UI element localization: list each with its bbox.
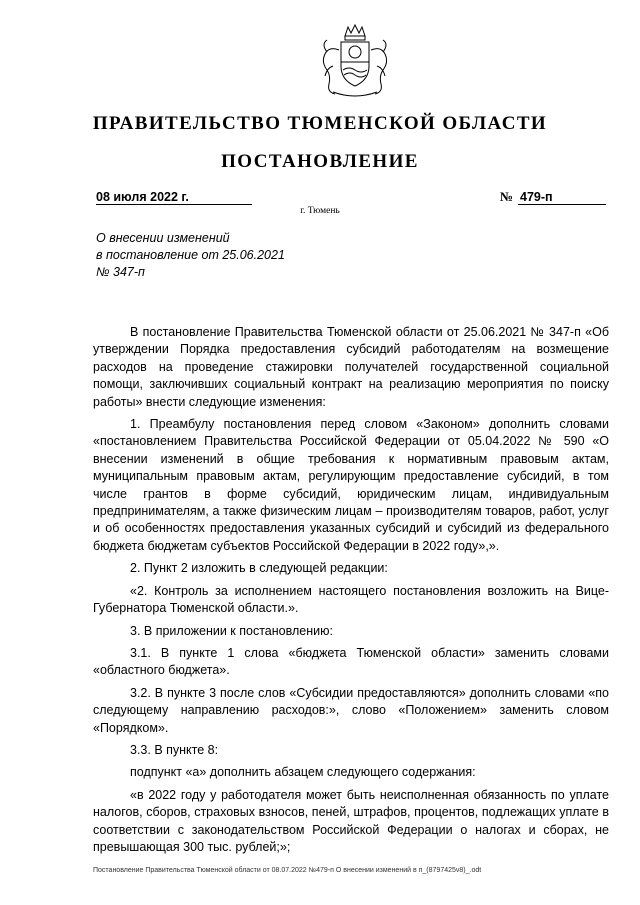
body-paragraph: 1. Преамбулу постановления перед словом «Законом» дополнить словами «постановлением Правительства Российской Федерации от 05.04.2022 № 590 «О внесении изменений в общие требования к нормативным правовым актам, муниципальным правовым актам, регулирующим предоставление субсидий, в том числе грантов в форме субсидий, юридическим лицам, индивидуальным предпринимателям, а также физическим лицам – производителям товаров, работ, услуг и об особенностях предоставления указанных субсидий и субсидий из федерального бюджета бюджетам субъектов Российской Федерации в 2022 году»,». <box>93 417 609 553</box>
body-paragraph: В постановление Правительства Тюменской области от 25.06.2021 № 347-п «Об утверждении Порядка предоставления субсидий работодателям на возмещение расходов на проведение стажировки получателей государственной социальной помощи, заключивших социальный контракт на реализацию мероприятия по поиску работы» внести следующие изменения: <box>93 325 609 409</box>
government-title: ПРАВИТЕЛЬСТВО ТЮМЕНСКОЙ ОБЛАСТИ <box>92 113 548 134</box>
body-paragraph: подпункт «а» дополнить абзацем следующего содержания: <box>130 765 476 780</box>
body-paragraph: 2. Пункт 2 изложить в следующей редакции: <box>130 561 388 576</box>
page-footer: Постановление Правительства Тюменской области от 08.07.2022 №479-п О внесении изменений в п_(8797425v8)_.odt <box>93 867 482 874</box>
number-sign: № <box>500 189 514 204</box>
subject-line: в постановление от 25.06.2021 <box>96 248 285 262</box>
body-paragraph: 3.1. В пункте 1 слова «бюджета Тюменской области» заменить словами «областного бюджета». <box>93 645 609 678</box>
document-type-title: ПОСТАНОВЛЕНИЕ <box>221 151 419 172</box>
body-paragraph: «в 2022 году у работодателя может быть неисполненная обязанность по уплате налогов, сборов, страховых взносов, пеней, штрафов, процентов, подлежащих уплате в соответствии с законодательством Российской Федерации о налогах и сборах, не превышающая 300 тыс. рублей;»; <box>93 787 609 854</box>
body-paragraph: 3.2. В пункте 3 после слов «Субсидии предоставляются» дополнить словами «по следующему направлению расходов:», слово «Положением» заменить словом «Порядком». <box>93 685 609 735</box>
document-body <box>93 324 609 861</box>
coat-of-arms-icon <box>305 22 405 102</box>
document-date: 08 июля 2022 г. <box>96 190 252 205</box>
subject-block <box>96 230 396 281</box>
subject-line: № 347-п <box>96 265 145 279</box>
body-paragraph: «2. Контроль за исполнением настоящего постановления возложить на Вице-Губернатора Тюменской области.». <box>93 583 609 616</box>
subject-line: О внесении изменений <box>96 231 230 245</box>
body-paragraph: 3.3. В пункте 8: <box>130 742 219 757</box>
body-paragraph: 3. В приложении к постановлению: <box>130 623 333 638</box>
city-label: г. Тюмень <box>300 206 340 216</box>
document-number: 479-п <box>518 190 606 205</box>
